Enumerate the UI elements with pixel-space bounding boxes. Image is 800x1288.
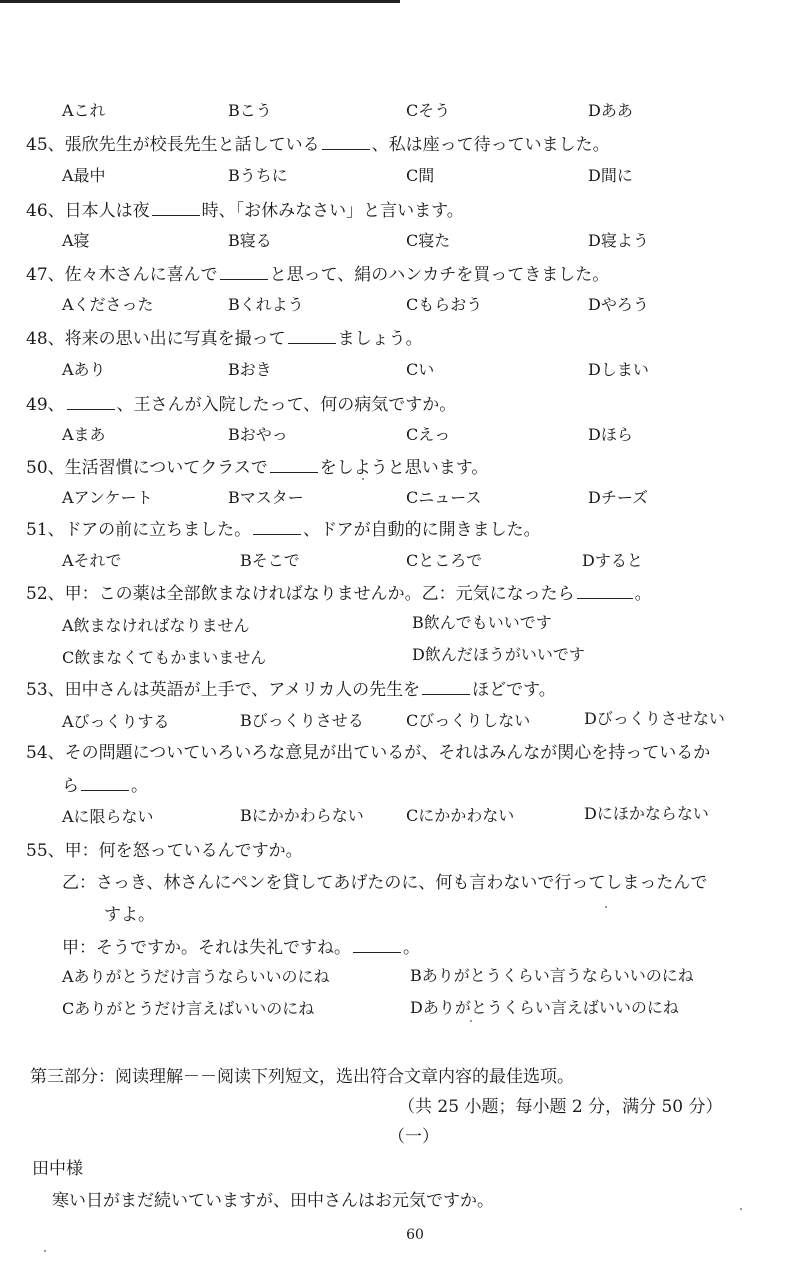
letter-salutation: 田中様	[32, 1159, 83, 1179]
q44-option-a: Aこれ	[62, 101, 106, 120]
q54-option-d: Dにほかならない	[584, 804, 709, 823]
q47-option-a: Aくださった	[62, 295, 154, 314]
answer-blank	[322, 133, 370, 150]
q51-option-c: Cところで	[406, 551, 483, 570]
question-53: 53、田中さんは英語が上手で、アメリカ人の先生を ほどです。	[26, 680, 556, 700]
q45-option-b: Bうちに	[228, 166, 288, 185]
question-55-line2: 乙：さっき、林さんにペンを貸してあげたのに、何も言わないで行ってしまったんで	[62, 873, 708, 893]
section-score: （共 25 小题；每小题 2 分，满分 50 分）	[398, 1097, 723, 1117]
scan-speck	[740, 1208, 742, 1210]
question-54: 54、その問題についていろいろな意見が出ているが、それはみんなが関心を持っているか	[26, 743, 711, 763]
q45-option-d: D間に	[588, 166, 633, 185]
answer-blank	[152, 199, 200, 216]
q54-option-a: Aに限らない	[62, 807, 154, 826]
scan-speck	[605, 906, 607, 908]
answer-blank	[253, 518, 301, 535]
q44-option-d: Dああ	[588, 101, 633, 120]
q49-option-b: Bおやっ	[228, 425, 288, 444]
scan-speck	[470, 1020, 472, 1022]
q53-option-d: Dびっくりさせない	[584, 709, 725, 728]
q48-option-c: Cい	[406, 360, 435, 379]
question-49: 49、 、王さんが入院したって、何の病気ですか。	[26, 395, 457, 415]
question-51: 51、ドアの前に立ちました。 、ドアが自動的に開きました。	[26, 520, 541, 540]
q45-option-c: C間	[406, 166, 435, 185]
letter-line-1: 寒い日がまだ続いていますが、田中さんはお元気ですか。	[52, 1191, 494, 1211]
question-45: 45、張欣先生が校長先生と話している 、私は座って待っていました。	[26, 135, 610, 155]
q49-option-a: Aまあ	[62, 425, 106, 444]
q44-option-b: Bこう	[228, 101, 272, 120]
q46-option-d: D寝よう	[588, 231, 649, 250]
q46-option-a: A寝	[62, 231, 90, 250]
question-52: 52、甲：この薬は全部飲まなければなりませんか。乙：元気になったら 。	[26, 584, 652, 604]
q46-option-b: B寝る	[228, 231, 272, 250]
q52-option-b: B飲んでもいいです	[412, 613, 552, 632]
q48-option-d: Dしまい	[588, 360, 649, 379]
q44-option-c: Cそう	[406, 101, 451, 120]
question-50: 50、生活習慣についてクラスで をしようと思います。	[26, 458, 489, 478]
q53-option-c: Cびっくりしない	[406, 711, 531, 730]
q46-option-c: C寝た	[406, 231, 451, 250]
question-54-cont: ら 。	[62, 776, 148, 796]
q53-option-a: Aびっくりする	[62, 712, 170, 731]
answer-blank	[422, 678, 470, 695]
question-55-line4: 甲：そうですか。それは失礼ですね。 。	[62, 938, 420, 958]
q51-option-a: Aそれで	[62, 551, 122, 570]
q50-option-d: Dチーズ	[588, 488, 649, 507]
q47-option-d: Dやろう	[588, 295, 649, 314]
q50-option-c: Cニュース	[406, 488, 482, 507]
q52-option-c: C飲まなくてもかまいません	[62, 648, 267, 667]
q48-option-a: Aあり	[62, 360, 106, 379]
q50-option-b: Bマスター	[228, 488, 304, 507]
q51-option-b: Bそこで	[240, 551, 300, 570]
answer-blank	[270, 456, 318, 473]
section-title: 第三部分：阅读理解－－阅读下列短文，选出符合文章内容的最佳选项。	[30, 1067, 574, 1087]
q52-option-a: A飲まなければなりません	[62, 616, 250, 635]
question-48: 48、将来の思い出に写真を撮って ましょう。	[26, 329, 423, 349]
q55-option-c: Cありがとうだけ言えばいいのにね	[62, 999, 315, 1018]
q47-option-b: Bくれよう	[228, 295, 304, 314]
q50-option-a: Aアンケート	[62, 488, 153, 507]
scan-speck	[362, 478, 364, 480]
question-46: 46、日本人は夜 時、「お休みなさい」と言います。	[26, 201, 464, 221]
q45-option-a: A最中	[62, 166, 106, 185]
answer-blank	[353, 936, 401, 953]
answer-blank	[220, 263, 268, 280]
question-47: 47、佐々木さんに喜んで と思って、絹のハンカチを買ってきました。	[26, 265, 610, 285]
q55-option-b: Bありがとうくらい言うならいいのにね	[410, 966, 694, 985]
q47-option-c: Cもらおう	[406, 295, 483, 314]
scan-speck	[44, 1250, 46, 1252]
q55-option-d: Dありがとうくらい言えばいいのにね	[410, 998, 679, 1017]
passage-number: （一）	[388, 1127, 439, 1147]
q49-option-d: Dほら	[588, 425, 633, 444]
q55-option-a: Aありがとうだけ言うならいいのにね	[62, 967, 330, 986]
answer-blank	[577, 582, 633, 599]
q51-option-d: Dすると	[582, 551, 643, 570]
page-number: 60	[406, 1227, 424, 1243]
q54-option-c: Cにかかわない	[406, 806, 515, 825]
question-55-line3: すよ。	[104, 905, 155, 925]
q52-option-d: D飲んだほうがいいです	[412, 645, 585, 664]
q53-option-b: Bびっくりさせる	[240, 711, 364, 730]
answer-blank	[288, 327, 336, 344]
q49-option-c: Cえっ	[406, 425, 451, 444]
answer-blank	[67, 393, 115, 410]
answer-blank	[81, 774, 129, 791]
q48-option-b: Bおき	[228, 360, 272, 379]
q54-option-b: Bにかかわらない	[240, 806, 364, 825]
question-55: 55、甲：何を怒っているんですか。	[26, 841, 303, 861]
